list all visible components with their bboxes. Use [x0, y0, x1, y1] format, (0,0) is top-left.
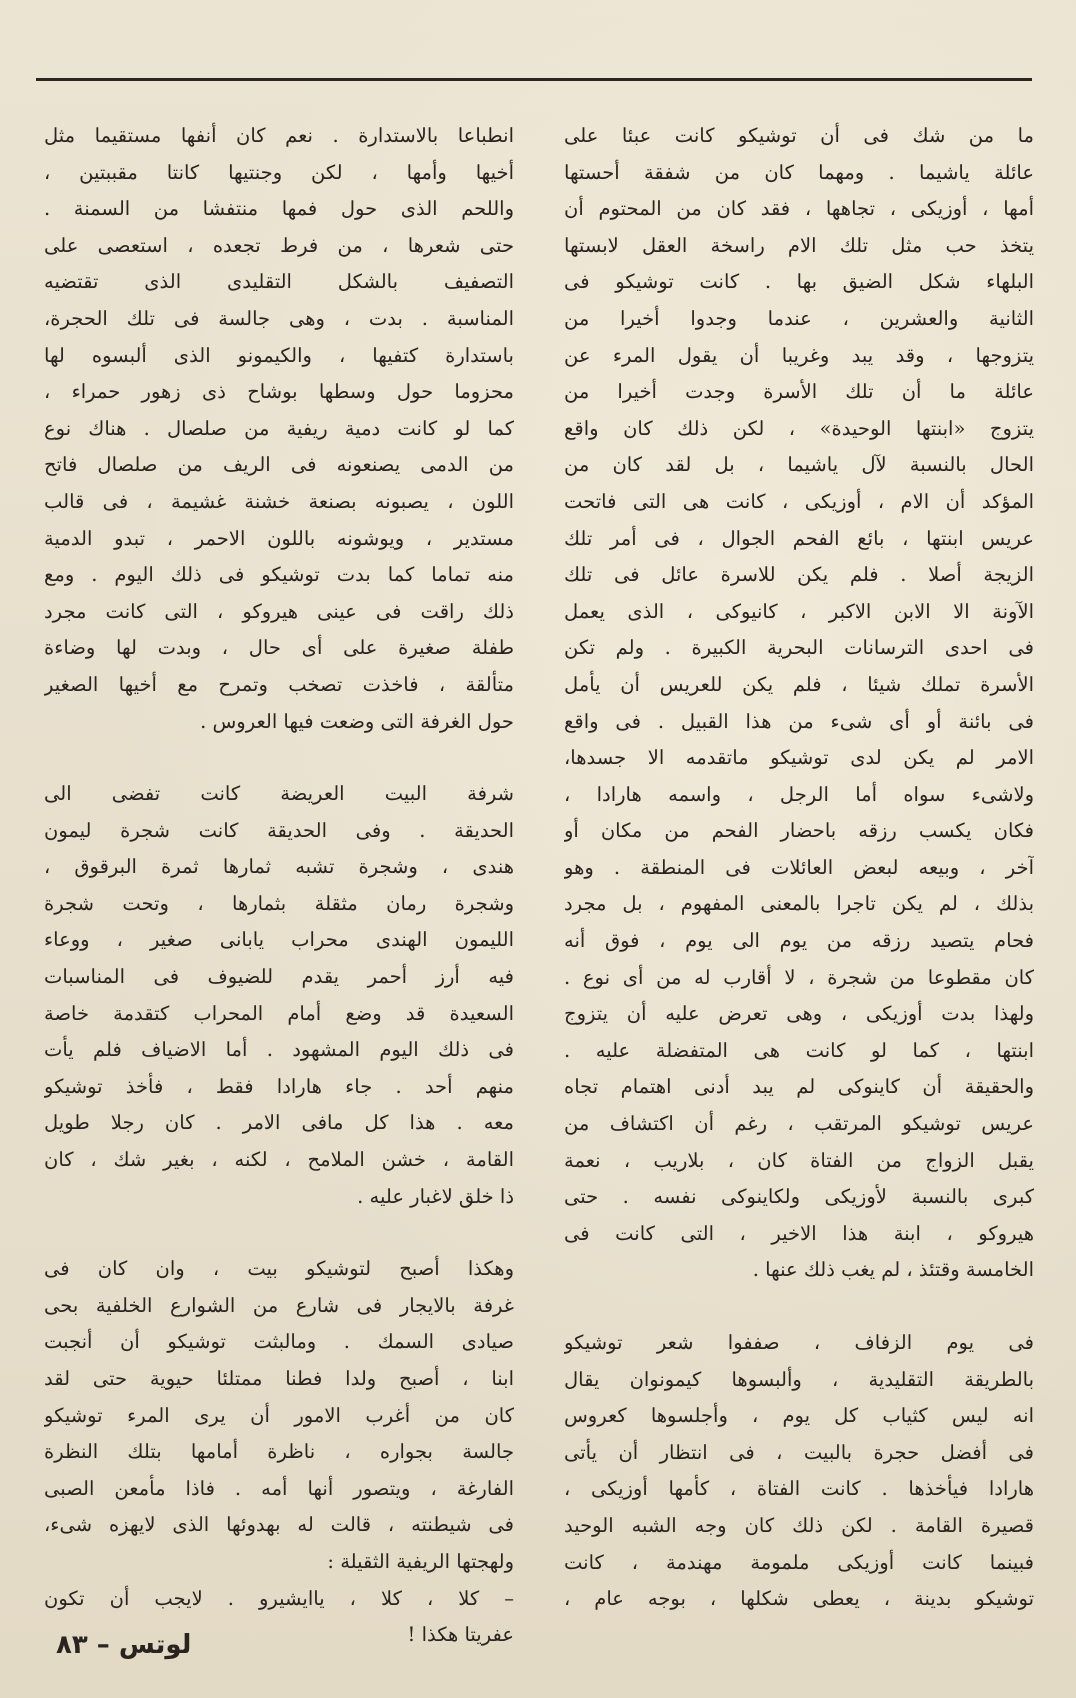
text-line: انطباعا بالاستدارة . نعم كان أنفها مستقيما مثل [44, 124, 514, 147]
text-line: الزيجة أصلا . فلم يكن للاسرة عائل فى تلك [564, 563, 1034, 587]
text-line: فى يوم الزفاف ، صففوا شعر توشيكو [564, 1331, 1034, 1354]
text-line: الثانية والعشرين ، عندما وجدوا أخيرا من [564, 306, 1034, 330]
right-column [564, 118, 1034, 1618]
left-column [44, 118, 514, 1654]
text-line: كبرى بالنسبة لأوزيكى ولكاينوكى نفسه . حتى [564, 1185, 1034, 1209]
page-number-footer: لوتس – ٨٣ [56, 1630, 192, 1660]
text-line: شرفة البيت العريضة كانت تفضى الى [44, 782, 514, 806]
text-line: السعيدة قد وضع أمام المحراب كتقدمة خاصة [44, 1001, 514, 1025]
text-line: ولهجتها الريفية الثقيلة : [327, 1549, 514, 1573]
text-line: آخر ، وبيعه لبعض العائلات فى المنطقة . وهو [564, 855, 1034, 879]
text-line: ابنتها ، كما لو كانت هى المتفضلة عليه . [564, 1038, 1034, 1062]
text-line: بالطريقة التقليدية ، وألبسوها كيمونوان يقال [564, 1367, 1034, 1391]
text-line: يتخذ حب مثل تلك الام راسخة العقل لابستها [564, 233, 1034, 257]
text-line: القامة ، خشن الملامح ، لكنه ، بغير شك ، كان [44, 1148, 514, 1172]
paragraph [44, 776, 514, 1215]
text-line: معه . هذا كل مافى الامر . كان رجلا طويل [44, 1111, 514, 1135]
text-line: انه ليس كثياب كل يوم ، وأجلسوها كعروس [564, 1404, 1034, 1428]
text-line: ولهذا بدت أوزيكى ، وهى تعرض عليه أن يتزوج [564, 1002, 1034, 1026]
text-line: الامر لم يكن لدى توشيكو ماتقدمه الا جسدها، [564, 746, 1034, 770]
text-line: عائلة ياشيما . ومهما كان من شفقة أحستها [564, 160, 1034, 184]
text-line: والحقيقة أن كاينوكى لم يبد أدنى اهتمام تجاه [564, 1075, 1034, 1099]
text-line: محزوما حول وسطها بوشاح ذى زهور حمراء ، [44, 380, 514, 404]
text-line: توشيكو بدينة ، يعطى شكلها ، بوجه عام ، [564, 1587, 1034, 1611]
text-line: منه تماما كما بدت توشيكو فى ذلك اليوم . ومع [44, 563, 514, 587]
paragraph [564, 1325, 1034, 1618]
text-line: ابنا ، أصبح ولدا فطنا ممتلئا حيوية حتى لقد [44, 1367, 514, 1390]
text-line: فى أفضل حجرة بالبيت ، فى انتظار أن يأتى [564, 1440, 1034, 1464]
text-line: وشجرة رمان مثقلة بثمارها ، وتحت شجرة [44, 891, 514, 915]
text-line: فى شيطنته ، قالت له بهدوئها الذى لايهزه شىء، [44, 1513, 514, 1537]
text-line: مستدير ، ويوشونه باللون الاحمر ، تبدو الدمية [44, 526, 514, 550]
text-line: صيادى السمك . ومالبثت توشيكو أن أنجبت [44, 1330, 514, 1354]
text-line: أمها ، أوزيكى ، تجاهها ، فقد كان من المحتوم أن [564, 197, 1034, 221]
text-line: فبينما كانت أوزيكى ملمومة مهندمة ، كانت [564, 1550, 1034, 1574]
text-line: الخامسة وقتئذ ، لم يغب ذلك عنها . [752, 1258, 1034, 1282]
text-line: – كلا ، كلا ، ياايشيرو . لايجب أن تكون [44, 1586, 514, 1610]
text-line: فيه أرز أحمر يقدم للضيوف فى المناسبات [44, 965, 514, 989]
text-line: كما لو كانت دمية ريفية من صلصال . هناك نوع [44, 416, 514, 440]
text-line: فى احدى الترسانات البحرية الكبيرة . ولم تكن [564, 636, 1034, 660]
text-line: ما من شك فى أن توشيكو كانت عبئا على [564, 124, 1034, 147]
paragraph-gap [44, 740, 514, 776]
text-line: من الدمى يصنعونه فى الريف من صلصال فاتح [44, 453, 514, 477]
paragraph [44, 118, 514, 740]
text-line: بذلك ، لم يكن تاجرا بالمعنى المفهوم ، بل مجرد [564, 892, 1034, 916]
text-line: طفلة صغيرة على أى حال ، وبدت لها وضاءة [44, 636, 514, 660]
text-line: قصيرة القامة . لكن ذلك كان وجه الشبه الوحيد [564, 1513, 1034, 1537]
text-line: وهكذا أصبح لتوشيكو بيت ، وان كان فى [44, 1257, 514, 1281]
text-line: حتى شعرها ، من فرط تجعده ، استعصى على [44, 233, 514, 257]
paragraph [44, 1251, 514, 1580]
text-line: المؤكد أن الام ، أوزيكى ، كانت هى التى فاتحت [564, 489, 1034, 513]
text-line: حول الغرفة التى وضعت فيها العروس . [200, 709, 514, 733]
text-line: ذا خلق لاغبار عليه . [357, 1184, 514, 1208]
top-rule [36, 78, 1032, 81]
paragraph [564, 118, 1034, 1289]
text-line: عفريتا هكذا ! [407, 1623, 514, 1647]
text-line: التصفيف بالشكل التقليدى الذى تقتضيه [44, 270, 514, 294]
text-line: الحديقة . وفى الحديقة كانت شجرة ليمون [44, 818, 514, 842]
text-line: عائلة ما أن تلك الأسرة وجدت أخيرا من [564, 380, 1034, 404]
text-line: هندى ، وشجرة تشبه ثمارها ثمرة البرقوق ، [44, 855, 514, 879]
text-line: هيروكو ، ابنة هذا الاخير ، التى كانت فى [564, 1221, 1034, 1245]
text-line: فحام يتصيد رزقه من يوم الى يوم ، فوق أنه [564, 929, 1034, 953]
text-line: فى بائنة أو أى شىء من هذا القبيل . فى واقع [564, 709, 1034, 733]
text-line: فى ذلك اليوم المشهود . أما الاضياف فلم يأت [44, 1038, 514, 1062]
text-line: كان مقطوعا من شجرة ، لا أقارب له من أى نوع . [564, 965, 1034, 989]
text-line: البلهاء شكل الضيق بها . كانت توشيكو فى [564, 270, 1034, 294]
text-line: اللون ، يصبونه بصنعة خشنة غشيمة ، فى قالب [44, 489, 514, 513]
text-line: يتزوجها ، وقد يبد وغريبا أن يقول المرء عن [564, 343, 1034, 367]
text-line: الآونة الا الابن الاكبر ، كانيوكى ، الذى يعمل [564, 599, 1034, 623]
text-line: متألقة ، فاخذت تصخب وتمرح مع أخيها الصغير [44, 672, 514, 696]
text-line: هارادا فيأخذها . كانت الفتاة ، كأمها أوزيكى ، [564, 1477, 1034, 1501]
text-line: عريس ابنتها ، بائع الفحم الجوال ، فى أمر تلك [564, 526, 1034, 550]
text-line: واللحم الذى حول فمها منتفشا من السمنة . [44, 197, 514, 221]
text-line: يقبل الزواج من الفتاة كان ، بلاريب ، نعمة [564, 1148, 1034, 1172]
text-line: يتزوج «ابنتها الوحيدة» ، لكن ذلك كان واقع [564, 416, 1034, 440]
text-line: ذلك راقت فى عينى هيروكو ، التى كانت مجرد [44, 599, 514, 623]
text-line: جالسة بجواره ، ناظرة أمامها بتلك النظرة [44, 1440, 514, 1464]
text-line: ولاشىء سواه أما الرجل ، واسمه هارادا ، [564, 782, 1034, 806]
text-line: غرفة بالايجار فى شارع من الشوارع الخلفية بحى [44, 1293, 514, 1317]
text-line: منهم أحد . جاء هارادا فقط ، فأخذ توشيكو [44, 1074, 514, 1098]
text-line: كان من أغرب الامور أن يرى المرء توشيكو [44, 1403, 514, 1427]
text-line: عريس توشيكو المرتقب ، رغم أن اكتشاف من [564, 1112, 1034, 1136]
paragraph-gap [44, 1215, 514, 1251]
text-line: الليمون الهندى محراب يابانى صغير ، ووعاء [44, 928, 514, 952]
text-line: الأسرة تملك شيئا ، فلم يكن للعريس أن يأمل [564, 672, 1034, 696]
text-line: أخيها وأمها ، لكن وجنتيها كانتا مقببتين ، [44, 160, 514, 184]
text-line: الحال بالنسبة لآل ياشيما ، بل لقد كان من [564, 453, 1034, 477]
text-line: باستدارة كتفيها ، والكيمونو الذى ألبسوه لها [44, 343, 514, 367]
text-line: فكان يكسب رزقه باحضار الفحم من مكان أو [564, 819, 1034, 843]
text-line: المناسبة . بدت ، وهى جالسة فى تلك الحجرة، [44, 306, 514, 330]
paragraph-gap [564, 1289, 1034, 1325]
text-line: الفارغة ، ويتصور أنها أمه . فاذا مأمعن الصبى [44, 1476, 514, 1500]
